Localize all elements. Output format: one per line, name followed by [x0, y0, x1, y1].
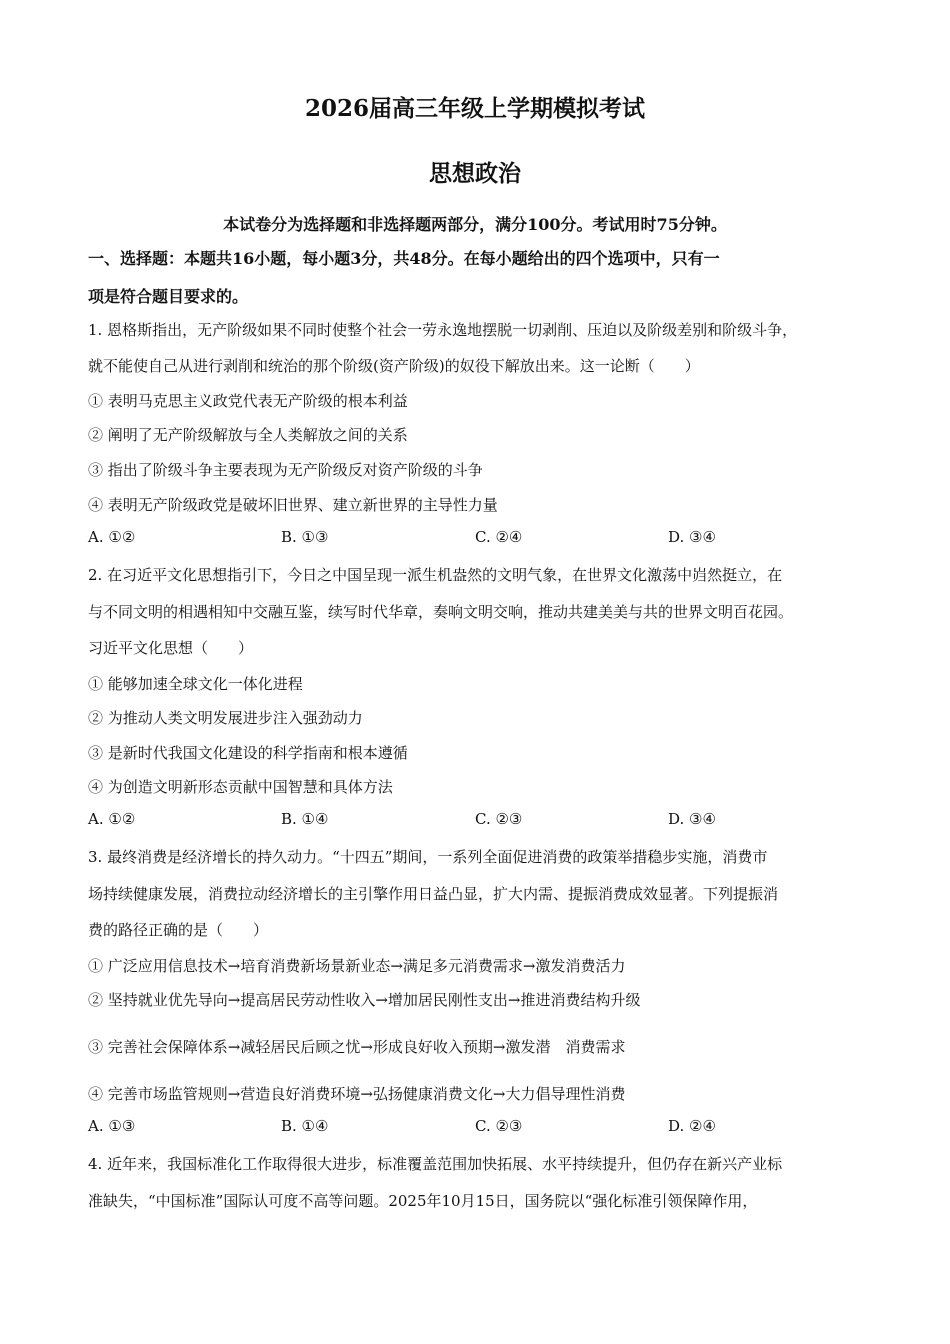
q2-stem-line: 2. 在习近平文化思想指引下，今日之中国呈现一派生机盎然的文明气象，在世界文化激荡中岿然挺立，在	[88, 566, 783, 584]
q2-option-b[interactable]: B. ①④	[281, 810, 329, 828]
q3-stem-line: 费的路径正确的是（ ）	[88, 921, 269, 939]
q2-item: ④ 为创造文明新形态贡献中国智慧和具体方法	[88, 778, 393, 796]
q2-item: ③ 是新时代我国文化建设的科学指南和根本遵循	[88, 744, 408, 762]
q1-item: ① 表明马克思主义政党代表无产阶级的根本利益	[88, 392, 408, 410]
q1-options	[88, 528, 868, 550]
q2-item: ① 能够加速全球文化一体化进程	[88, 675, 303, 693]
q2-option-d[interactable]: D. ③④	[668, 810, 716, 828]
q3-option-a[interactable]: A. ①③	[88, 1117, 136, 1135]
exam-instructions: 本试卷分为选择题和非选择题两部分，满分100分。考试用时75分钟。	[223, 215, 727, 234]
q1-stem-line: 就不能使自己从进行剥削和统治的那个阶级(资产阶级)的奴役下解放出来。这一论断（ ）	[88, 357, 700, 375]
q2-option-a[interactable]: A. ①②	[88, 810, 136, 828]
q2-stem-line: 习近平文化思想（ ）	[88, 639, 254, 657]
subject-title: 思想政治	[429, 160, 521, 187]
q3-option-d[interactable]: D. ②④	[668, 1117, 716, 1135]
q3-option-b[interactable]: B. ①④	[281, 1117, 329, 1135]
q3-stem-line: 3. 最终消费是经济增长的持久动力。“十四五”期间，一系列全面促进消费的政策举措稳步实施，消费市	[88, 848, 768, 866]
q2-stem-line: 与不同文明的相遇相知中交融互鉴，续写时代华章，奏响文明交响，推动共建美美与共的世界文明百花园。	[88, 603, 794, 621]
q1-stem-line: 1. 恩格斯指出，无产阶级如果不同时使整个社会一劳永逸地摆脱一切剥削、压迫以及阶级差别和阶级斗争，	[88, 321, 798, 339]
q1-item: ② 阐明了无产阶级解放与全人类解放之间的关系	[88, 426, 408, 444]
q3-item: ① 广泛应用信息技术→培育消费新场景新业态→满足多元消费需求→激发消费活力	[88, 957, 626, 975]
q1-option-b[interactable]: B. ①③	[281, 528, 329, 546]
q2-option-c[interactable]: C. ②③	[475, 810, 523, 828]
q4-stem-line: 4. 近年来，我国标准化工作取得很大进步，标准覆盖范围加快拓展、水平持续提升，但仍存在新兴产业标	[88, 1155, 783, 1173]
q1-item: ③ 指出了阶级斗争主要表现为无产阶级反对资产阶级的斗争	[88, 461, 483, 479]
section-heading-cont: 项是符合题目要求的。	[88, 287, 249, 306]
q1-option-d[interactable]: D. ③④	[668, 528, 716, 546]
q1-option-a[interactable]: A. ①②	[88, 528, 136, 546]
q2-item: ② 为推动人类文明发展进步注入强劲动力	[88, 709, 363, 727]
q3-item: ③ 完善社会保障体系→减轻居民后顾之忧→形成良好收入预期→激发潜 消费需求	[88, 1038, 626, 1056]
section-heading: 一、选择题：本题共16小题，每小题3分，共48分。在每小题给出的四个选项中，只有一	[88, 249, 720, 268]
q3-item: ④ 完善市场监管规则→营造良好消费环境→弘扬健康消费文化→大力倡导理性消费	[88, 1085, 626, 1103]
q1-option-c[interactable]: C. ②④	[475, 528, 523, 546]
q3-option-c[interactable]: C. ②③	[475, 1117, 523, 1135]
q3-stem-line: 场持续健康发展，消费拉动经济增长的主引擎作用日益凸显，扩大内需、提振消费成效显著。下列提振消	[88, 885, 779, 903]
exam-title: 2026届高三年级上学期模拟考试	[304, 95, 645, 122]
q3-options	[88, 1117, 868, 1139]
q4-stem-line: 准缺失，“中国标准”国际认可度不高等问题。2025年10月15日，国务院以“强化标准引领保障作用，	[88, 1192, 758, 1210]
q3-item: ② 坚持就业优先导向→提高居民劳动性收入→增加居民刚性支出→推进消费结构升级	[88, 991, 641, 1009]
q2-options	[88, 810, 868, 832]
q1-item: ④ 表明无产阶级政党是破坏旧世界、建立新世界的主导性力量	[88, 496, 498, 514]
